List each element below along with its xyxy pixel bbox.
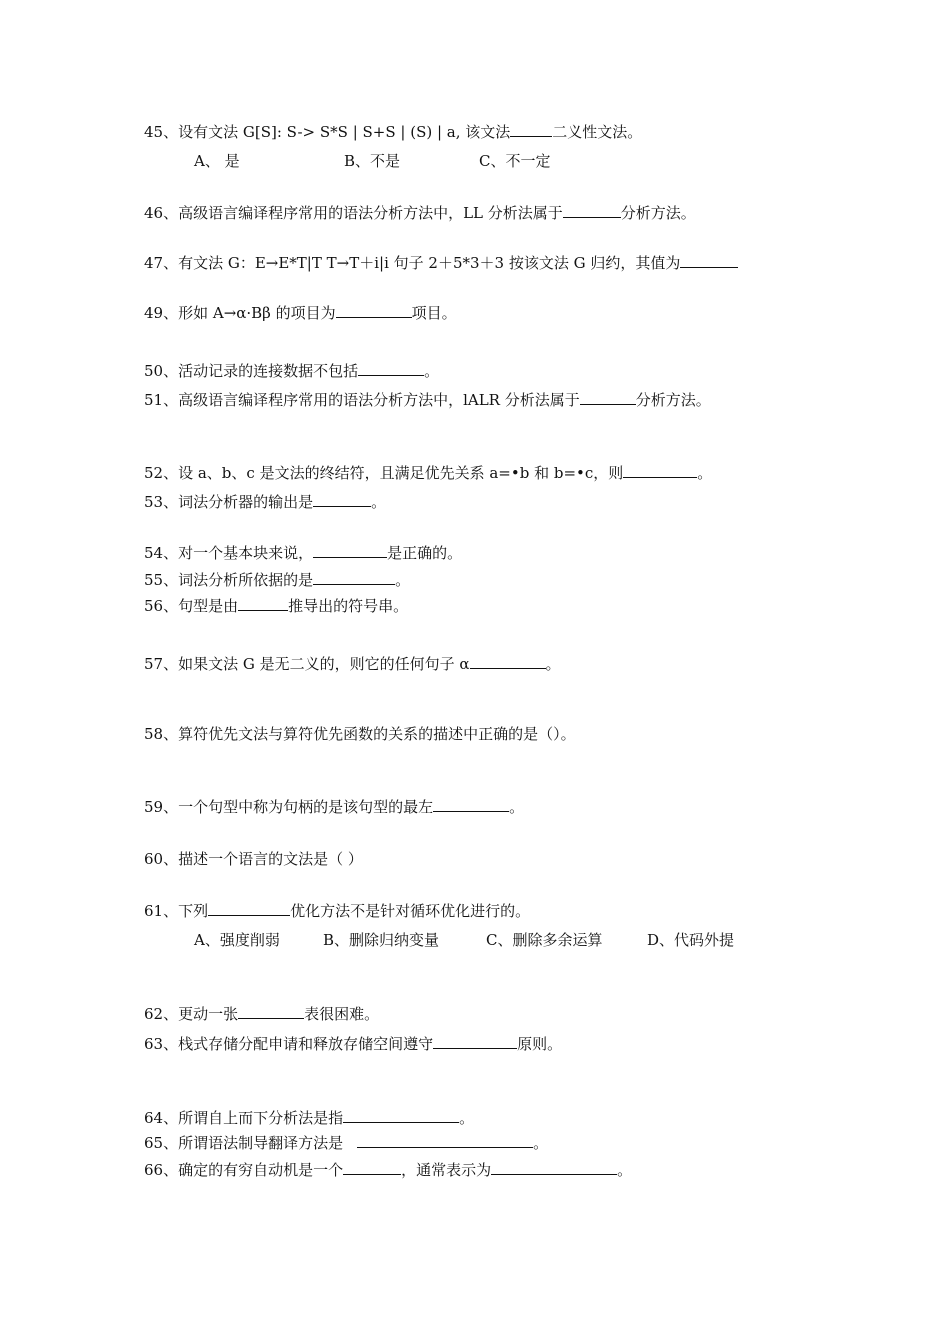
question-65: [144, 1133, 548, 1153]
answer-blank[interactable]: [433, 1034, 517, 1049]
question-text-end: 二义性文法。: [552, 123, 643, 141]
question-text: 63、栈式存储分配申请和释放存储空间遵守: [144, 1035, 434, 1053]
question-text: 62、更动一张: [144, 1005, 239, 1023]
answer-blank-2[interactable]: [491, 1160, 617, 1175]
question-text-end: 。: [424, 362, 440, 380]
question-text: 53、词法分析器的输出是: [144, 493, 314, 511]
question-text: 55、词法分析所依据的是: [144, 571, 314, 589]
question-52: [144, 463, 712, 483]
question-text: 66、确定的有穷自动机是一个: [144, 1161, 344, 1179]
question-64: [144, 1108, 474, 1128]
answer-blank[interactable]: [313, 570, 395, 585]
question-text-end: 。: [509, 798, 525, 816]
answer-blank[interactable]: [313, 492, 371, 507]
question-56: [144, 596, 408, 616]
option-b: B、不是: [344, 152, 401, 170]
answer-blank[interactable]: [343, 1108, 459, 1123]
question-text-end: 表很困难。: [304, 1005, 380, 1023]
question-text-middle: ，通常表示为: [401, 1161, 492, 1179]
question-text: 58、算符优先文法与算符优先函数的关系的描述中正确的是（）。: [144, 725, 576, 743]
answer-blank[interactable]: [470, 654, 546, 669]
question-text-end: 。: [697, 464, 713, 482]
question-text: 51、高级语言编译程序常用的语法分析方法中，lALR 分析法属于: [144, 391, 580, 409]
question-55: [144, 570, 410, 590]
option-b: B、删除归纳变量: [323, 931, 440, 949]
question-60: [144, 849, 363, 869]
question-50: [144, 361, 439, 381]
answer-blank[interactable]: [358, 361, 424, 376]
answer-blank[interactable]: [623, 463, 697, 478]
answer-blank[interactable]: [313, 543, 387, 558]
question-63: [144, 1034, 562, 1054]
question-text-end: 项目。: [411, 304, 457, 322]
option-a: A、强度削弱: [194, 931, 280, 949]
question-text-end: 。: [617, 1161, 633, 1179]
question-59: [144, 797, 524, 817]
option-c: C、删除多余运算: [486, 931, 603, 949]
question-text-end: 分析方法。: [620, 204, 696, 222]
answer-blank[interactable]: [238, 596, 288, 611]
question-text: 54、对一个基本块来说，: [144, 544, 314, 562]
option-c: C、不一定: [479, 152, 551, 170]
question-66: [144, 1160, 632, 1180]
question-text: 57、如果文法 G 是无二义的，则它的任何句子 α: [144, 655, 470, 673]
question-text-end: 是正确的。: [387, 544, 463, 562]
answer-blank[interactable]: [580, 390, 636, 405]
answer-blank[interactable]: [208, 901, 290, 916]
question-text-end: 推导出的符号串。: [288, 597, 409, 615]
question-49: [144, 303, 457, 323]
answer-blank[interactable]: [336, 303, 412, 318]
question-57: [144, 654, 561, 674]
option-d: D、代码外提: [647, 931, 735, 949]
question-text: 64、所谓自上而下分析法是指: [144, 1109, 344, 1127]
answer-blank[interactable]: [357, 1133, 533, 1148]
answer-blank[interactable]: [433, 797, 509, 812]
question-text: 60、描述一个语言的文法是（ ）: [144, 850, 363, 868]
question-text-end: 。: [533, 1134, 549, 1152]
question-62: [144, 1004, 379, 1024]
question-text-end: 。: [545, 655, 561, 673]
question-text-end: 分析方法。: [635, 391, 711, 409]
question-text: 47、有文法 G：E→E*T|T T→T＋i|i 句子 2＋5*3＋3 按该文法 G 归约，其值为: [144, 254, 681, 272]
question-text: 46、高级语言编译程序常用的语法分析方法中，LL 分析法属于: [144, 204, 563, 222]
question-47: [144, 253, 738, 273]
question-text: 49、形如 A→α·Bβ 的项目为: [144, 304, 336, 322]
question-text: 50、活动记录的连接数据不包括: [144, 362, 359, 380]
question-text: 56、句型是由: [144, 597, 239, 615]
answer-blank[interactable]: [680, 253, 738, 268]
answer-blank[interactable]: [238, 1004, 304, 1019]
question-text: 59、一个句型中称为句柄的是该句型的最左: [144, 798, 434, 816]
question-53: [144, 492, 386, 512]
question-text-end: 。: [395, 571, 411, 589]
question-54: [144, 543, 462, 563]
question-text: 52、设 a、b、c 是文法的终结符，且满足优先关系 a=•b 和 b=•c，则: [144, 464, 624, 482]
question-46: [144, 203, 696, 223]
question-text-end: 。: [459, 1109, 475, 1127]
question-text: 45、设有文法 G[S]: S-> S*S | S+S | (S) | a, 该文法: [144, 123, 511, 141]
question-text-end: 优化方法不是针对循环优化进行的。: [290, 902, 531, 920]
answer-blank[interactable]: [510, 122, 552, 137]
question-text-end: 。: [371, 493, 387, 511]
question-45: [144, 122, 642, 142]
answer-blank[interactable]: [343, 1160, 401, 1175]
question-51: [144, 390, 711, 410]
question-text: 61、下列: [144, 902, 209, 920]
question-text: 65、所谓语法制导翻译方法是: [144, 1134, 344, 1152]
option-a: A、 是: [194, 152, 240, 170]
question-text-end: 原则。: [517, 1035, 563, 1053]
answer-blank[interactable]: [563, 203, 621, 218]
question-58: [144, 724, 576, 744]
question-61: [144, 901, 530, 921]
